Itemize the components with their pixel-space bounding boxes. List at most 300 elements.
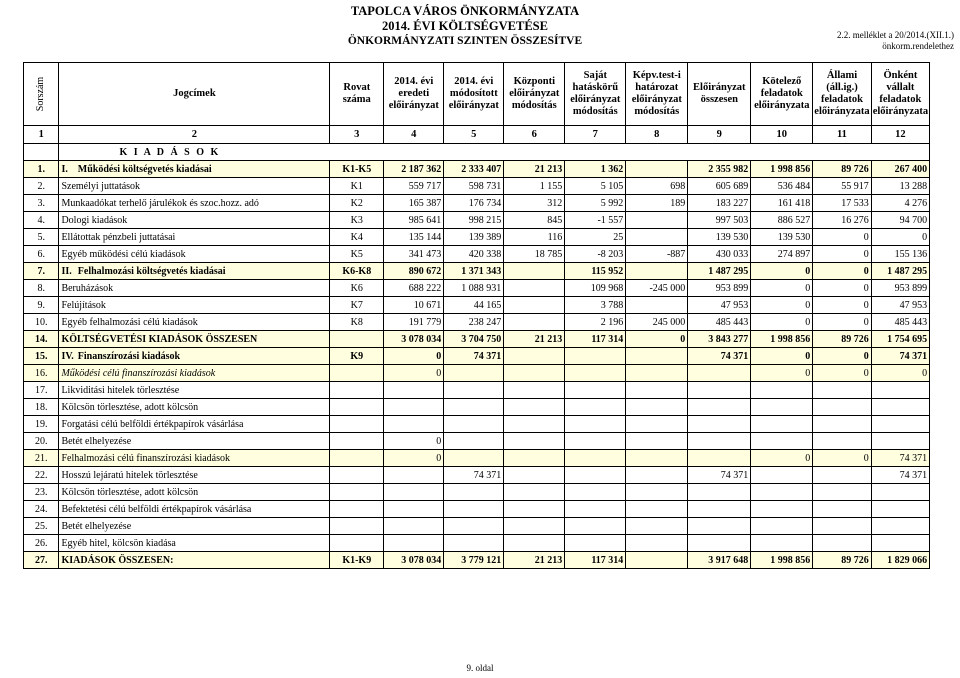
row-number: 3.	[24, 195, 59, 212]
value-cell-c5: 238 247	[444, 314, 504, 331]
row-name: Betét elhelyezése	[59, 433, 330, 450]
value-cell-c6: 21 213	[504, 161, 565, 178]
value-cell-c4: 0	[384, 365, 444, 382]
annex-note	[837, 30, 954, 52]
value-cell-c9	[688, 450, 751, 467]
value-cell-c8	[626, 501, 688, 518]
value-cell-c6	[504, 518, 565, 535]
row-number: 1.	[24, 161, 59, 178]
value-cell-c4: 0	[384, 433, 444, 450]
value-cell-c8	[626, 212, 688, 229]
header-rovat: Rovat száma	[330, 63, 384, 126]
section-row	[24, 144, 930, 161]
value-cell-c7	[565, 399, 626, 416]
value-cell-c8	[626, 518, 688, 535]
value-cell-c7	[565, 416, 626, 433]
value-cell-c11	[813, 484, 871, 501]
value-cell-c12: 74 371	[871, 450, 929, 467]
row-number: 10.	[24, 314, 59, 331]
table-row	[24, 161, 930, 178]
value-cell-c7: 5 992	[565, 195, 626, 212]
value-cell-c10	[751, 382, 813, 399]
value-cell-c12: 4 276	[871, 195, 929, 212]
row-rovat: K3	[330, 212, 384, 229]
row-rovat	[330, 433, 384, 450]
value-cell-c12: 267 400	[871, 161, 929, 178]
row-number: 14.	[24, 331, 59, 348]
value-cell-c5	[444, 382, 504, 399]
row-rovat	[330, 450, 384, 467]
row-name: Egyéb hitel, kölcsön kiadása	[59, 535, 330, 552]
value-cell-c10: 161 418	[751, 195, 813, 212]
row-name: Személyi juttatások	[59, 178, 330, 195]
value-cell-c4: 0	[384, 450, 444, 467]
value-cell-c6	[504, 297, 565, 314]
row-name: Kölcsön törlesztése, adott kölcsön	[59, 399, 330, 416]
value-cell-c5: 2 333 407	[444, 161, 504, 178]
value-cell-c10: 1 998 856	[751, 331, 813, 348]
row-name: Hosszú lejáratú hitelek törlesztése	[59, 467, 330, 484]
value-cell-c12: 74 371	[871, 348, 929, 365]
header-kozponti: Központi előirányzat módosítás	[504, 63, 565, 126]
value-cell-c9	[688, 484, 751, 501]
table-row	[24, 484, 930, 501]
value-cell-c4: 341 473	[384, 246, 444, 263]
value-cell-c8	[626, 382, 688, 399]
value-cell-c12: 0	[871, 229, 929, 246]
value-cell-c10: 1 998 856	[751, 161, 813, 178]
value-cell-c5: 139 389	[444, 229, 504, 246]
value-cell-c8	[626, 450, 688, 467]
value-cell-c5: 1 371 343	[444, 263, 504, 280]
row-rovat	[330, 501, 384, 518]
column-number: 4	[384, 126, 444, 144]
value-cell-c5	[444, 484, 504, 501]
value-cell-c9: 997 503	[688, 212, 751, 229]
row-name: Likviditási hitelek törlesztése	[59, 382, 330, 399]
table-row	[24, 297, 930, 314]
row-number: 4.	[24, 212, 59, 229]
value-cell-c12: 0	[871, 365, 929, 382]
value-cell-c10	[751, 501, 813, 518]
value-cell-c9: 485 443	[688, 314, 751, 331]
value-cell-c8	[626, 365, 688, 382]
row-rovat: K1-K9	[330, 552, 384, 569]
value-cell-c9: 47 953	[688, 297, 751, 314]
value-cell-c12: 1 754 695	[871, 331, 929, 348]
value-cell-c5: 598 731	[444, 178, 504, 195]
value-cell-c12: 953 899	[871, 280, 929, 297]
row-number: 17.	[24, 382, 59, 399]
value-cell-c11: 89 726	[813, 552, 871, 569]
row-number: 7.	[24, 263, 59, 280]
document-title	[300, 4, 630, 49]
value-cell-c8: 245 000	[626, 314, 688, 331]
header-modositott: 2014. évi módosított előirányzat	[444, 63, 504, 126]
value-cell-c11: 0	[813, 450, 871, 467]
value-cell-c8	[626, 263, 688, 280]
value-cell-c8: -245 000	[626, 280, 688, 297]
table-row	[24, 263, 930, 280]
value-cell-c12: 485 443	[871, 314, 929, 331]
value-cell-c6: 116	[504, 229, 565, 246]
row-name: Felhalmozási költségvetés kiadásai	[76, 263, 330, 280]
value-cell-c7	[565, 348, 626, 365]
row-number: 9.	[24, 297, 59, 314]
value-cell-c4	[384, 535, 444, 552]
value-cell-c10	[751, 467, 813, 484]
value-cell-c9: 183 227	[688, 195, 751, 212]
value-cell-c12	[871, 484, 929, 501]
value-cell-c12: 155 136	[871, 246, 929, 263]
value-cell-c12	[871, 433, 929, 450]
table-row	[24, 450, 930, 467]
value-cell-c4	[384, 467, 444, 484]
value-cell-c7: 3 788	[565, 297, 626, 314]
value-cell-c9: 74 371	[688, 348, 751, 365]
value-cell-c6	[504, 280, 565, 297]
table-row	[24, 365, 930, 382]
value-cell-c12	[871, 382, 929, 399]
value-cell-c6: 1 155	[504, 178, 565, 195]
value-cell-c10: 0	[751, 365, 813, 382]
table-row	[24, 331, 930, 348]
table-row	[24, 212, 930, 229]
value-cell-c7	[565, 535, 626, 552]
column-number: 7	[565, 126, 626, 144]
row-number: 2.	[24, 178, 59, 195]
value-cell-c5	[444, 501, 504, 518]
row-name: Működési célú finanszírozási kiadások	[59, 365, 330, 382]
value-cell-c4: 688 222	[384, 280, 444, 297]
value-cell-c5	[444, 535, 504, 552]
value-cell-c10: 1 998 856	[751, 552, 813, 569]
value-cell-c8	[626, 297, 688, 314]
row-rovat	[330, 416, 384, 433]
title-line-3: ÖNKORMÁNYZATI SZINTEN ÖSSZESÍTVE	[347, 35, 583, 47]
table-row	[24, 467, 930, 484]
row-number: 22.	[24, 467, 59, 484]
column-number: 11	[813, 126, 871, 144]
value-cell-c4: 3 078 034	[384, 331, 444, 348]
value-cell-c5	[444, 433, 504, 450]
column-number: 10	[751, 126, 813, 144]
row-number: 23.	[24, 484, 59, 501]
row-rovat: K4	[330, 229, 384, 246]
value-cell-c8	[626, 484, 688, 501]
value-cell-c11: 0	[813, 348, 871, 365]
value-cell-c5	[444, 450, 504, 467]
table-row	[24, 229, 930, 246]
value-cell-c7	[565, 433, 626, 450]
row-rovat: K2	[330, 195, 384, 212]
value-cell-c12: 74 371	[871, 467, 929, 484]
value-cell-c7	[565, 450, 626, 467]
row-number: 18.	[24, 399, 59, 416]
value-cell-c11	[813, 535, 871, 552]
value-cell-c7	[565, 467, 626, 484]
value-cell-c5: 176 734	[444, 195, 504, 212]
value-cell-c6	[504, 433, 565, 450]
row-roman: IV.	[59, 348, 76, 365]
value-cell-c9	[688, 501, 751, 518]
value-cell-c8: 698	[626, 178, 688, 195]
value-cell-c4	[384, 501, 444, 518]
table-row	[24, 552, 930, 569]
value-cell-c9	[688, 433, 751, 450]
row-rovat: K6	[330, 280, 384, 297]
value-cell-c11	[813, 518, 871, 535]
row-name: Ellátottak pénzbeli juttatásai	[59, 229, 330, 246]
header-sajat: Saját hatáskörű előirányzat módosítás	[565, 63, 626, 126]
value-cell-c12: 13 288	[871, 178, 929, 195]
value-cell-c9	[688, 416, 751, 433]
value-cell-c9	[688, 365, 751, 382]
value-cell-c9	[688, 382, 751, 399]
value-cell-c12	[871, 535, 929, 552]
value-cell-c7	[565, 501, 626, 518]
value-cell-c9: 605 689	[688, 178, 751, 195]
value-cell-c7: 115 952	[565, 263, 626, 280]
value-cell-c9	[688, 535, 751, 552]
value-cell-c6	[504, 467, 565, 484]
value-cell-c6	[504, 382, 565, 399]
row-number: 24.	[24, 501, 59, 518]
value-cell-c7: 25	[565, 229, 626, 246]
column-number: 12	[871, 126, 929, 144]
column-number: 6	[504, 126, 565, 144]
title-line-2: 2014. ÉVI KÖLTSÉGVETÉSE	[382, 19, 548, 33]
value-cell-c10	[751, 416, 813, 433]
value-cell-c6	[504, 416, 565, 433]
value-cell-c11: 0	[813, 263, 871, 280]
table-row	[24, 314, 930, 331]
value-cell-c8	[626, 535, 688, 552]
value-cell-c5: 420 338	[444, 246, 504, 263]
value-cell-c10	[751, 484, 813, 501]
title-line-1: TAPOLCA VÁROS ÖNKORMÁNYZATA	[350, 4, 580, 18]
value-cell-c11: 0	[813, 314, 871, 331]
value-cell-c6	[504, 501, 565, 518]
value-cell-c7: 117 314	[565, 552, 626, 569]
row-rovat	[330, 518, 384, 535]
value-cell-c4	[384, 399, 444, 416]
table-row	[24, 382, 930, 399]
value-cell-c5	[444, 518, 504, 535]
value-cell-c5: 74 371	[444, 348, 504, 365]
value-cell-c4: 559 717	[384, 178, 444, 195]
row-name: Beruházások	[59, 280, 330, 297]
value-cell-c7	[565, 382, 626, 399]
value-cell-c10: 0	[751, 263, 813, 280]
value-cell-c6: 21 213	[504, 552, 565, 569]
row-name: Felújítások	[59, 297, 330, 314]
value-cell-c11	[813, 433, 871, 450]
value-cell-c6: 312	[504, 195, 565, 212]
value-cell-c7: 109 968	[565, 280, 626, 297]
header-kepv: Képv.test-i határozat előirányzat módosítás	[626, 63, 688, 126]
row-number: 27.	[24, 552, 59, 569]
value-cell-c12	[871, 416, 929, 433]
value-cell-c7: -1 557	[565, 212, 626, 229]
value-cell-c6	[504, 484, 565, 501]
value-cell-c5	[444, 399, 504, 416]
value-cell-c10: 0	[751, 297, 813, 314]
value-cell-c5: 3 704 750	[444, 331, 504, 348]
row-name: Kölcsön törlesztése, adott kölcsön	[59, 484, 330, 501]
row-number: 20.	[24, 433, 59, 450]
row-roman: I.	[59, 161, 76, 178]
header-onkent: Önként vállalt feladatok előirányzata	[871, 63, 929, 126]
row-name: Egyéb működési célú kiadások	[59, 246, 330, 263]
value-cell-c10: 0	[751, 280, 813, 297]
value-cell-c11: 55 917	[813, 178, 871, 195]
section-label: K I A D Á S O K	[59, 144, 930, 161]
row-rovat	[330, 467, 384, 484]
value-cell-c5: 74 371	[444, 467, 504, 484]
value-cell-c10: 886 527	[751, 212, 813, 229]
value-cell-c11: 0	[813, 229, 871, 246]
header-osszesen: Előirányzat összesen	[688, 63, 751, 126]
table-row	[24, 178, 930, 195]
value-cell-c7: 5 105	[565, 178, 626, 195]
page-number: 9. oldal	[466, 663, 494, 673]
value-cell-c8	[626, 229, 688, 246]
value-cell-c5: 3 779 121	[444, 552, 504, 569]
column-number: 2	[59, 126, 330, 144]
value-cell-c7: 1 362	[565, 161, 626, 178]
row-name: Munkaadókat terhelő járulékok és szoc.hozz. adó	[59, 195, 330, 212]
table-row	[24, 433, 930, 450]
value-cell-c10: 0	[751, 450, 813, 467]
row-rovat	[330, 535, 384, 552]
column-number: 5	[444, 126, 504, 144]
value-cell-c4: 2 187 362	[384, 161, 444, 178]
budget-table	[23, 62, 930, 569]
value-cell-c8: -887	[626, 246, 688, 263]
row-number: 26.	[24, 535, 59, 552]
value-cell-c4	[384, 416, 444, 433]
table-header	[24, 63, 930, 126]
value-cell-c4: 0	[384, 348, 444, 365]
column-number-row	[24, 126, 930, 144]
value-cell-c4: 890 672	[384, 263, 444, 280]
value-cell-c5: 44 165	[444, 297, 504, 314]
table-row	[24, 518, 930, 535]
row-roman: II.	[59, 263, 76, 280]
value-cell-c6	[504, 365, 565, 382]
value-cell-c4	[384, 382, 444, 399]
row-rovat	[330, 365, 384, 382]
value-cell-c6	[504, 314, 565, 331]
value-cell-c7: -8 203	[565, 246, 626, 263]
row-rovat: K9	[330, 348, 384, 365]
value-cell-c9: 3 917 648	[688, 552, 751, 569]
header-jogcimek: Jogcímek	[59, 63, 330, 126]
value-cell-c12	[871, 518, 929, 535]
row-rovat: K7	[330, 297, 384, 314]
value-cell-c4: 135 144	[384, 229, 444, 246]
value-cell-c11	[813, 416, 871, 433]
value-cell-c8	[626, 433, 688, 450]
row-name: Dologi kiadások	[59, 212, 330, 229]
row-name: KÖLTSÉGVETÉSI KIADÁSOK ÖSSZESEN	[59, 331, 330, 348]
row-number: 19.	[24, 416, 59, 433]
value-cell-c6	[504, 399, 565, 416]
value-cell-c9: 3 843 277	[688, 331, 751, 348]
value-cell-c8	[626, 348, 688, 365]
row-number: 15.	[24, 348, 59, 365]
row-name: Működési költségvetés kiadásai	[76, 161, 330, 178]
value-cell-c6	[504, 263, 565, 280]
row-rovat: K1-K5	[330, 161, 384, 178]
value-cell-c10: 274 897	[751, 246, 813, 263]
row-rovat	[330, 382, 384, 399]
row-number: 8.	[24, 280, 59, 297]
value-cell-c5: 1 088 931	[444, 280, 504, 297]
value-cell-c10	[751, 535, 813, 552]
value-cell-c9: 430 033	[688, 246, 751, 263]
value-cell-c9: 139 530	[688, 229, 751, 246]
value-cell-c6	[504, 535, 565, 552]
table-row	[24, 195, 930, 212]
value-cell-c11: 16 276	[813, 212, 871, 229]
value-cell-c12: 94 700	[871, 212, 929, 229]
value-cell-c12	[871, 501, 929, 518]
value-cell-c10	[751, 399, 813, 416]
value-cell-c10: 0	[751, 314, 813, 331]
table-row	[24, 535, 930, 552]
row-name: Felhalmozási célú finanszírozási kiadások	[59, 450, 330, 467]
value-cell-c12: 1 829 066	[871, 552, 929, 569]
table-row	[24, 348, 930, 365]
value-cell-c10	[751, 518, 813, 535]
value-cell-c4: 985 641	[384, 212, 444, 229]
value-cell-c6: 845	[504, 212, 565, 229]
value-cell-c9	[688, 518, 751, 535]
value-cell-c8: 0	[626, 331, 688, 348]
value-cell-c9	[688, 399, 751, 416]
row-name: KIADÁSOK ÖSSZESEN:	[59, 552, 330, 569]
header-eredeti: 2014. évi eredeti előirányzat	[384, 63, 444, 126]
value-cell-c11: 0	[813, 365, 871, 382]
row-number: 16.	[24, 365, 59, 382]
value-cell-c7	[565, 365, 626, 382]
value-cell-c4: 3 078 034	[384, 552, 444, 569]
annex-note-line-2: önkorm.rendelethez	[882, 41, 954, 51]
column-number: 8	[626, 126, 688, 144]
row-name: Forgatási célú belföldi értékpapírok vásárlása	[59, 416, 330, 433]
value-cell-c9: 74 371	[688, 467, 751, 484]
row-name: Betét elhelyezése	[59, 518, 330, 535]
value-cell-c8	[626, 467, 688, 484]
value-cell-c11: 0	[813, 297, 871, 314]
value-cell-c8	[626, 416, 688, 433]
value-cell-c12: 1 487 295	[871, 263, 929, 280]
header-kotelezo: Kötelező feladatok előirányzata	[751, 63, 813, 126]
value-cell-c4: 165 387	[384, 195, 444, 212]
value-cell-c4: 10 671	[384, 297, 444, 314]
table-body	[24, 126, 930, 569]
value-cell-c11	[813, 399, 871, 416]
value-cell-c12	[871, 399, 929, 416]
value-cell-c12: 47 953	[871, 297, 929, 314]
value-cell-c11: 0	[813, 246, 871, 263]
value-cell-c6	[504, 450, 565, 467]
value-cell-c10: 536 484	[751, 178, 813, 195]
section-cell	[24, 144, 59, 161]
value-cell-c10: 139 530	[751, 229, 813, 246]
